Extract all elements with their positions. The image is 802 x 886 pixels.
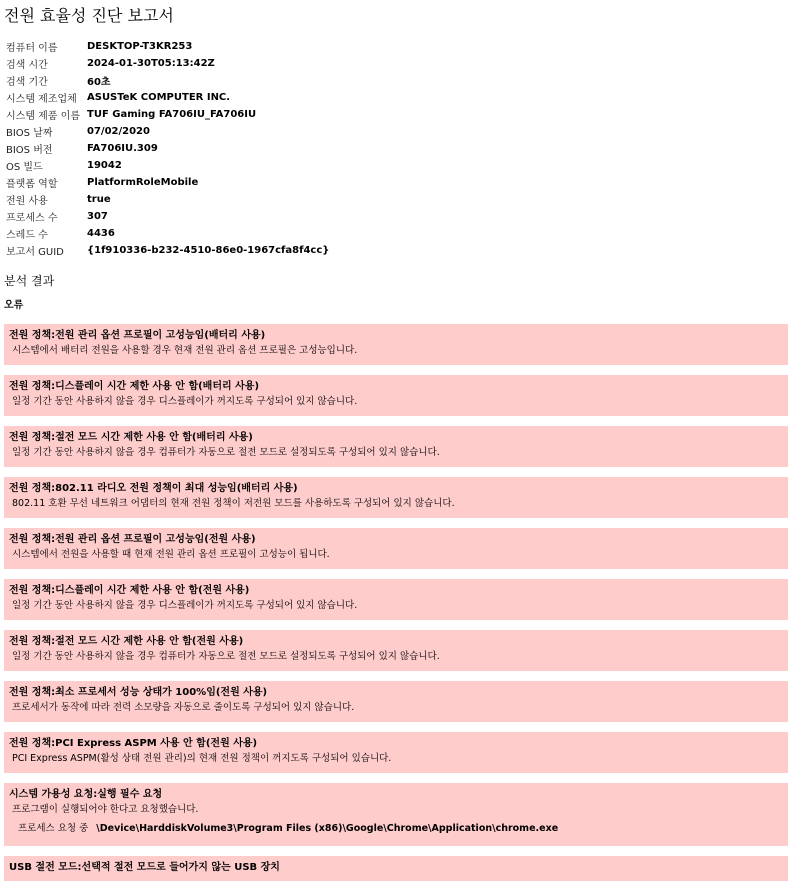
sysinfo-value: 2024-01-30T05:13:42Z <box>87 58 215 69</box>
finding-description: 프로그램이 실행되어야 한다고 요청했습니다. <box>12 804 199 815</box>
finding-description: 시스템에서 배터리 전원을 사용할 경우 현재 전원 관리 옵션 프로필은 고성능입니다. <box>12 345 358 356</box>
sysinfo-key: 플랫폼 역할 <box>6 179 58 190</box>
sysinfo-key: 컴퓨터 이름 <box>6 43 58 54</box>
finding-item <box>4 630 788 671</box>
finding-item <box>4 426 788 467</box>
finding-title: 전원 정책:전원 관리 옵션 프로필이 고성능임(전원 사용) <box>9 534 256 545</box>
sysinfo-value: ASUSTeK COMPUTER INC. <box>87 92 231 103</box>
finding-description: 일정 기간 동안 사용하지 않을 경우 컴퓨터가 자동으로 절전 모드로 설정되도록 구성되어 있지 않습니다. <box>12 651 440 662</box>
sysinfo-key: 시스템 제조업체 <box>6 94 77 105</box>
sysinfo-row <box>6 72 329 89</box>
finding-item <box>4 375 788 416</box>
page-title: 전원 효율성 진단 보고서 <box>4 6 174 25</box>
finding-title: 전원 정책:절전 모드 시간 제한 사용 안 함(배터리 사용) <box>9 432 253 443</box>
finding-title: 전원 정책:전원 관리 옵션 프로필이 고성능임(배터리 사용) <box>9 330 266 341</box>
finding-title: 전원 정책:PCI Express ASPM 사용 안 함(전원 사용) <box>9 738 258 749</box>
sysinfo-row <box>6 55 329 72</box>
sysinfo-value: 07/02/2020 <box>87 126 150 137</box>
sysinfo-row <box>6 225 329 242</box>
sysinfo-value: FA706IU.309 <box>87 143 158 154</box>
sysinfo-row <box>6 123 329 140</box>
sysinfo-key: 보고서 GUID <box>6 247 64 258</box>
sysinfo-row <box>6 208 329 225</box>
sysinfo-row <box>6 191 329 208</box>
sysinfo-key: 검색 시간 <box>6 60 48 71</box>
finding-item <box>4 732 788 773</box>
sysinfo-value: {1f910336-b232-4510-86e0-1967cfa8f4cc} <box>87 245 330 256</box>
sysinfo-value: DESKTOP-T3KR253 <box>87 41 193 52</box>
sysinfo-row <box>6 89 329 106</box>
sysinfo-value: PlatformRoleMobile <box>87 177 199 188</box>
sysinfo-row <box>6 242 329 259</box>
sysinfo-key: 전원 사용 <box>6 196 48 207</box>
sysinfo-key: 검색 기간 <box>6 77 48 88</box>
finding-description: 일정 기간 동안 사용하지 않을 경우 디스플레이가 꺼지도록 구성되어 있지 않습니다. <box>12 396 358 407</box>
finding-description: 시스템에서 전원을 사용할 때 현재 전원 관리 옵션 프로필이 고성능이 됩니다. <box>12 549 330 560</box>
finding-title: 전원 정책:디스플레이 시간 제한 사용 안 함(배터리 사용) <box>9 381 260 392</box>
finding-item <box>4 477 788 518</box>
sysinfo-key: 시스템 제품 이름 <box>6 111 80 122</box>
sysinfo-row <box>6 174 329 191</box>
finding-description: 802.11 호환 무선 네트워크 어댑터의 현재 전원 정책이 저전원 모드를 사용하도록 구성되어 있지 않습니다. <box>12 498 455 509</box>
finding-title: 전원 정책:디스플레이 시간 제한 사용 안 함(전원 사용) <box>9 585 250 596</box>
sysinfo-row <box>6 106 329 123</box>
sysinfo-value: 19042 <box>87 160 122 171</box>
finding-title: 전원 정책:최소 프로세서 성능 상태가 100%임(전원 사용) <box>9 687 268 698</box>
finding-detail-label: 프로세스 요청 중 <box>18 823 89 834</box>
sysinfo-key: BIOS 날짜 <box>6 128 53 139</box>
finding-item <box>4 579 788 620</box>
sysinfo-value: 4436 <box>87 228 115 239</box>
finding-title: 전원 정책:절전 모드 시간 제한 사용 안 함(전원 사용) <box>9 636 244 647</box>
finding-description: 일정 기간 동안 사용하지 않을 경우 컴퓨터가 자동으로 절전 모드로 설정되도록 구성되어 있지 않습니다. <box>12 447 440 458</box>
finding-item <box>4 681 788 722</box>
sysinfo-value: 60초 <box>87 77 111 88</box>
sysinfo-row <box>6 140 329 157</box>
finding-item <box>4 528 788 569</box>
finding-detail-value: \Device\HarddiskVolume3\Program Files (x86)\Google\Chrome\Application\chrome.exe <box>96 823 559 834</box>
finding-description: PCI Express ASPM(활성 상태 전원 관리)의 현재 전원 정책이 꺼지도록 구성되어 있습니다. <box>12 753 392 764</box>
errors-heading: 오류 <box>4 300 24 311</box>
sysinfo-value: TUF Gaming FA706IU_FA706IU <box>87 109 257 120</box>
analysis-results-heading: 분석 결과 <box>4 274 55 288</box>
sysinfo-value: 307 <box>87 211 108 222</box>
finding-title: USB 절전 모드:선택적 절전 모드로 들어가지 않는 USB 장치 <box>9 862 280 873</box>
sysinfo-key: BIOS 버전 <box>6 145 53 156</box>
sysinfo-value: true <box>87 194 111 205</box>
finding-detail <box>9 818 783 840</box>
finding-item <box>4 783 788 846</box>
finding-item <box>4 856 788 881</box>
finding-title: 시스템 가용성 요청:실행 필수 요청 <box>9 789 163 800</box>
sysinfo-key: OS 빌드 <box>6 162 43 173</box>
sysinfo-key: 프로세스 수 <box>6 213 58 224</box>
findings-list <box>4 324 798 881</box>
finding-description: 일정 기간 동안 사용하지 않을 경우 디스플레이가 꺼지도록 구성되어 있지 않습니다. <box>12 600 358 611</box>
finding-title: 전원 정책:802.11 라디오 전원 정책이 최대 성능임(배터리 사용) <box>9 483 298 494</box>
finding-item <box>4 324 788 365</box>
system-info-table <box>6 38 329 259</box>
sysinfo-row <box>6 157 329 174</box>
sysinfo-key: 스레드 수 <box>6 230 48 241</box>
sysinfo-row <box>6 38 329 55</box>
finding-description: 프로세서가 동작에 따라 전력 소모량을 자동으로 줄이도록 구성되어 있지 않습니다. <box>12 702 355 713</box>
